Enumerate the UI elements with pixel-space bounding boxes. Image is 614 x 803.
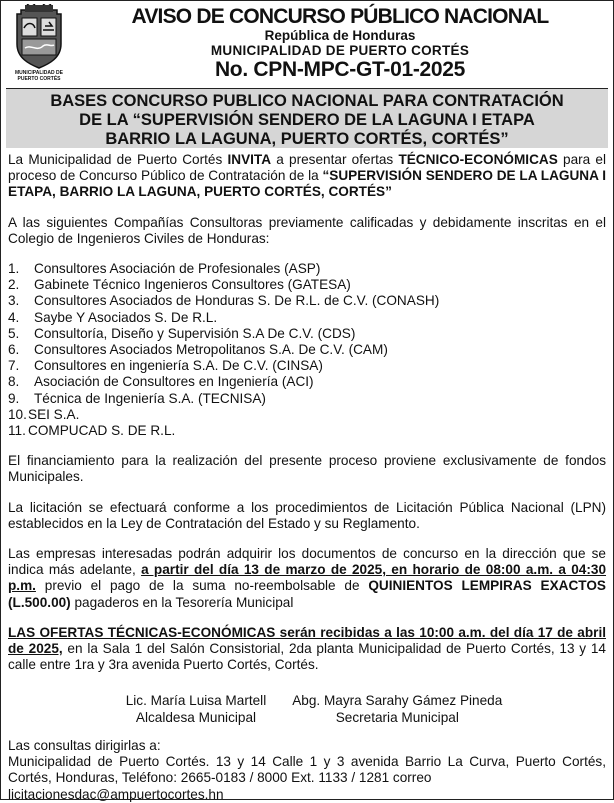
firm-number: 9.: [8, 390, 20, 406]
contact-address: Municipalidad de Puerto Cortés. 13 y 14 Calle 1 y 3 avenida Barrio La Curva, Puerto Cortés, Cortés, Honduras, Teléfono: 2665-0183 / 8000 Ext. 1133 / 1281 correo: [8, 754, 606, 786]
firm-name: Gabinete Técnico Ingenieros Consultores (GATESA): [34, 277, 351, 293]
municipality-name: MUNICIPALIDAD DE PUERTO CORTÉS: [210, 43, 470, 58]
firm-name: Consultores en ingeniería S.A. De C.V. (CINSA): [34, 358, 323, 374]
header: [1, 1, 613, 85]
intro-bold-project: “SUPERVISIÓN SENDERO DE LA LAGUNA I ETAPA, BARRIO LA LAGUNA, PUERTO CORTÉS, CORTÉS”: [8, 168, 606, 200]
contact-lead: Las consultas dirigirlas a:: [8, 737, 161, 753]
notice-body: [1, 152, 613, 803]
intro-bold-offers: TÉCNICO-ECONÓMICAS: [398, 152, 558, 167]
firm-number: 10.: [8, 406, 27, 422]
firm-name: Técnica de Ingeniería S.A. (TECNISA): [34, 390, 266, 406]
firm-name: Consultores Asociados de Honduras S. De R.L. de C.V. (CONASH): [34, 293, 440, 309]
signature-secretary: [292, 693, 502, 725]
notice-title: AVISO DE CONCURSO PÚBLICO NACIONAL: [131, 5, 549, 28]
firm-item: [8, 358, 606, 374]
mayor-role: Alcaldesa Municipal: [135, 709, 257, 725]
firm-name: Consultores Asociación de Profesionales (ASP): [34, 261, 321, 277]
contact-email[interactable]: licitacionesdac@ampuertocortes.hn: [8, 786, 224, 802]
firm-name: COMPUCAD S. DE R.L.: [28, 423, 176, 439]
firm-item: [8, 407, 606, 423]
firm-number: 4.: [8, 309, 20, 325]
firm-name: Asociación de Consultores en Ingeniería (ACI): [34, 374, 314, 390]
firm-item: [8, 342, 606, 358]
firm-item: [8, 391, 606, 407]
country-name: República de Honduras: [264, 28, 416, 43]
firm-number: 8.: [8, 374, 20, 390]
secretary-name: Abg. Mayra Sarahy Gámez Pineda: [292, 693, 503, 709]
documents-date-range: a partir del día 13 de marzo de 2025, en horario de 08:00 a.m. a 04:30 p.m.: [8, 562, 607, 594]
firm-item: [8, 423, 606, 439]
firms-list: [8, 261, 606, 439]
documents-paragraph: [8, 546, 606, 611]
signatures: [22, 693, 606, 725]
seal-caption: MUNICIPALIDAD DE PUERTO CORTÉS: [15, 70, 63, 82]
firm-number: 5.: [8, 325, 20, 341]
firm-number: 3.: [8, 293, 20, 309]
financing-paragraph: El financiamiento para la realización del presente proceso proviene exclusivamente de fondos Municipales.: [8, 453, 606, 485]
banner-line-2: DE LA “SUPERVISIÓN SENDERO DE LA LAGUNA I ETAPA: [79, 111, 535, 129]
municipal-seal: [9, 4, 69, 82]
banner-line-3: BARRIO LA LAGUNA, PUERTO CORTÉS, CORTÉS”: [105, 130, 509, 148]
intro-text-2: a presentar ofertas: [271, 152, 399, 167]
documents-text-1: Las empresas interesadas podrán adquirir los documentos de concurso en la dirección que se indica más adelante,: [8, 546, 606, 578]
offers-paragraph: [8, 625, 606, 674]
intro-text-1: La Municipalidad de Puerto Cortés: [8, 152, 228, 167]
offers-deadline: LAS OFERTAS TÉCNICAS-ECONÓMICAS serán recibidas a las 10:00 a.m. del día 17 de abril de 2025,: [8, 624, 606, 657]
firm-name: Saybe Y Asociados S. De R.L.: [34, 309, 218, 325]
secretary-role: Secretaria Municipal: [335, 709, 459, 725]
firm-item: [8, 261, 606, 277]
intro-text-3: para el proceso de Concurso Público de Contratación de la: [8, 152, 606, 184]
notice-number: No. CPN-MPC-GT-01-2025: [214, 58, 466, 81]
firm-name: Consultores Asociados Metropolitanos S.A. De C.V. (CAM): [34, 342, 388, 358]
documents-fee: QUINIENTOS LEMPIRAS EXACTOS (L.500.00): [8, 578, 606, 610]
firm-number: 6.: [8, 342, 20, 358]
subject-banner: [6, 88, 608, 148]
signature-mayor: [126, 693, 267, 725]
shield-icon: [9, 4, 69, 70]
documents-text-2: previo el pago de la suma no-reembolsable de: [35, 578, 369, 594]
firm-item: [8, 326, 606, 342]
intro-bold-invite: INVITA: [227, 152, 272, 167]
firm-item: [8, 310, 606, 326]
firm-name: Consultoría, Diseño y Supervisión S.A De C.V. (CDS): [34, 325, 356, 341]
firm-number: 1.: [8, 261, 20, 277]
header-titles: [73, 1, 607, 82]
firm-item: [8, 277, 606, 293]
firm-item: [8, 374, 606, 390]
documents-text-3: pagaderos en la Tesorería Municipal: [70, 594, 294, 610]
tender-paragraph: La licitación se efectuará conforme a los procedimientos de Licitación Pública Nacional (LPN) establecidos en la Ley de Contratación del Estado y su Reglamento.: [8, 499, 606, 531]
firms-intro: A las siguientes Compañías Consultoras previamente calificadas y debidamente inscritas en el Colegio de Ingenieros Civiles de Honduras:: [8, 214, 606, 246]
intro-paragraph: [8, 152, 606, 201]
firm-number: 7.: [8, 358, 20, 374]
firm-number: 11.: [8, 423, 26, 439]
banner-line-1: BASES CONCURSO PUBLICO NACIONAL PARA CONTRATACIÓN: [50, 92, 564, 110]
offers-location: en la Sala 1 del Salón Consistorial, 2da planta Municipalidad de Puerto Cortés, 13 y 14 calle entre 1ra y 3ra avenida Puerto Cortés, Cortés.: [8, 641, 606, 673]
firm-number: 2.: [8, 277, 20, 293]
mayor-name: Lic. María Luisa Martell: [125, 693, 267, 709]
firm-item: [8, 293, 606, 309]
firm-name: SEI S.A.: [28, 406, 80, 422]
